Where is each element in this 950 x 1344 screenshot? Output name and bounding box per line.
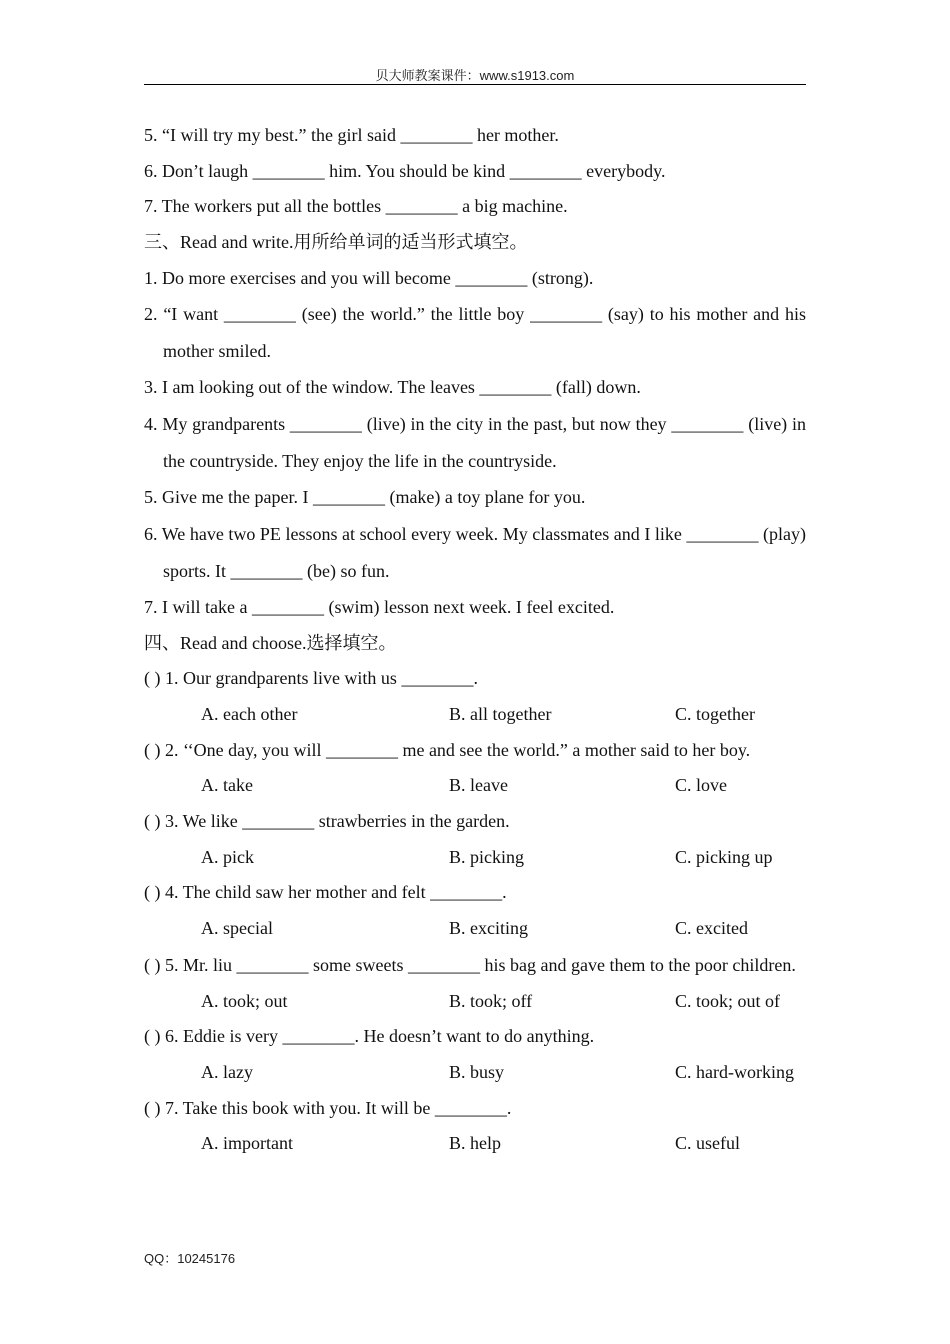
option-b: B. picking <box>449 846 524 867</box>
exercise-line: 5. “I will try my best.” the girl said ________ her mother. <box>144 125 559 145</box>
exercise-line: 2. “I want ________ (see) the world.” the little boy ________ (say) to his mother and his mother smiled. <box>144 304 806 362</box>
exercise-line: 6. Don’t laugh ________ him. You should be kind ________ everybody. <box>144 160 666 181</box>
option-b: B. all together <box>449 703 552 724</box>
worksheet-body <box>144 118 806 1162</box>
option-b: B. exciting <box>449 918 528 938</box>
exercise-line: 6. We have two PE lessons at school every week. My classmates and I like ________ (play) sports. It ________ (be) so fun. <box>144 523 806 581</box>
answer-options <box>144 911 806 947</box>
question-stem: ( ) 2. ‘‘One day, you will ________ me and see the world.” a mother said to her boy. <box>144 739 751 760</box>
exercise-line: 7. The workers put all the bottles ________ a big machine. <box>144 196 568 217</box>
answer-options <box>144 768 806 804</box>
option-c: C. hard-working <box>675 1062 794 1083</box>
option-c: C. excited <box>675 918 748 938</box>
option-c: C. picking up <box>675 846 773 867</box>
answer-options <box>144 697 806 733</box>
question-stem: ( ) 5. Mr. liu ________ some sweets ________ his bag and gave them to the poor children. <box>144 954 796 975</box>
option-b: B. leave <box>449 775 508 796</box>
question-stem: ( ) 6. Eddie is very ________. He doesn’t want to do anything. <box>144 1026 595 1047</box>
section-heading: 四、Read and choose.选择填空。 <box>144 632 397 653</box>
answer-options <box>144 840 806 876</box>
option-c: C. took; out of <box>675 990 781 1011</box>
header-divider <box>144 84 806 85</box>
question-stem: ( ) 1. Our grandparents live with us ________. <box>144 668 478 689</box>
answer-options <box>144 1055 806 1091</box>
option-b: B. help <box>449 1133 501 1154</box>
option-a: A. took; out <box>201 990 288 1011</box>
exercise-line: 5. Give me the paper. I ________ (make) a toy plane for you. <box>144 487 586 508</box>
question-stem: ( ) 3. We like ________ strawberries in the garden. <box>144 810 510 831</box>
page-footer: QQ：10245176 <box>144 1251 236 1266</box>
page-header: 贝大师教案课件：www.s1913.com <box>375 68 575 83</box>
option-a: A. lazy <box>201 1062 253 1083</box>
exercise-line: 7. I will take a ________ (swim) lesson next week. I feel excited. <box>144 596 615 617</box>
exercise-line: 3. I am looking out of the window. The leaves ________ (fall) down. <box>144 377 641 398</box>
option-c: C. useful <box>675 1133 740 1154</box>
exercise-line: 4. My grandparents ________ (live) in the city in the past, but now they ________ (live) in the countryside. They enjoy the life in the countryside. <box>144 414 806 472</box>
answer-options <box>144 1126 806 1162</box>
option-a: A. each other <box>201 703 298 724</box>
option-b: B. took; off <box>449 990 533 1011</box>
section-heading: 三、Read and write.用所给单词的适当形式填空。 <box>144 232 528 253</box>
option-a: A. important <box>201 1133 293 1154</box>
option-a: A. special <box>201 918 273 938</box>
option-c: C. love <box>675 775 727 796</box>
exercise-line: 1. Do more exercises and you will become ________ (strong). <box>144 267 594 288</box>
option-a: A. pick <box>201 846 254 867</box>
option-c: C. together <box>675 703 755 724</box>
option-a: A. take <box>201 775 253 796</box>
option-b: B. busy <box>449 1062 505 1083</box>
question-stem: ( ) 7. Take this book with you. It will be ________. <box>144 1097 512 1118</box>
answer-options <box>144 984 806 1020</box>
question-stem: ( ) 4. The child saw her mother and felt ________. <box>144 882 507 903</box>
